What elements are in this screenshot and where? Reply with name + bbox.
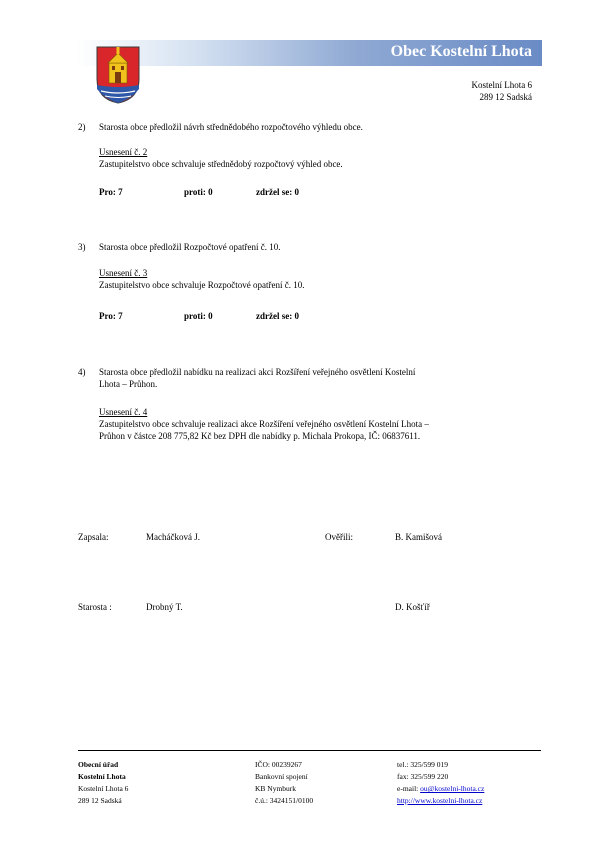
municipality-title: Obec Kostelní Lhota [390,43,532,60]
item-number: 3) [78,242,86,252]
vote-pro: Pro: 7 [99,311,123,321]
address-line-1: Kostelní Lhota 6 [471,80,532,90]
vote-proti: proti: 0 [184,187,213,197]
footer-email-label: e-mail: [397,784,421,793]
footer-email-row [397,784,484,793]
footer-ico: IČO: 00239267 [255,760,302,769]
overili-name: B. Kamišová [395,532,442,542]
vote-proti: proti: 0 [184,311,213,321]
overili-label: Ověřili: [325,532,353,542]
resolution-text: Zastupitelstvo obce schvaluje střednědobý rozpočtový výhled obce. [99,159,343,169]
item-number: 2) [78,122,86,132]
resolution-title: Usnesení č. 2 [99,147,148,157]
starosta-name: Drobný T. [146,602,183,612]
footer-office: Obecní úřad [78,760,119,769]
starosta-label: Starosta : [78,602,112,612]
zapsala-name: Macháčková J. [146,532,200,542]
item-text: Starosta obce předložil návrh střednědobého rozpočtového výhledu obce. [99,122,363,132]
vote-pro: Pro: 7 [99,187,123,197]
resolution-title: Usnesení č. 3 [99,268,148,278]
footer-account: č.ú.: 3424151/0100 [255,796,314,805]
footer-street: Kostelní Lhota 6 [78,784,129,793]
footer-bank-label: Bankovní spojení [255,772,308,781]
footer-tel: tel.: 325/599 019 [397,760,449,769]
vote-zdrzel: zdržel se: 0 [256,187,299,197]
resolution-title: Usnesení č. 4 [99,407,148,417]
address-line-2: 289 12 Sadská [479,92,532,102]
second-verifier-name: D. Košťíř [395,602,430,612]
item-text-line-1: Starosta obce předložil nabídku na realizaci akci Rozšíření veřejného osvětlení Kostelní [99,367,416,377]
footer-bank: KB Nymburk [255,784,297,793]
footer-divider [78,750,541,751]
footer-website-link[interactable]: http://www.kostelni-lhota.cz [397,796,483,805]
vote-zdrzel: zdržel se: 0 [256,311,299,321]
footer-office-name: Kostelní Lhota [78,772,126,781]
resolution-text-line-2: Průhon v částce 208 775,82 Kč bez DPH dle nabídky p. Michala Prokopa, IČ: 06837611. [99,431,421,441]
item-number: 4) [78,367,86,377]
footer-city: 289 12 Sadská [78,796,122,805]
resolution-text-line-1: Zastupitelstvo obce schvaluje realizaci akce Rozšíření veřejného osvětlení Kostelní Lhota – [99,419,429,429]
resolution-text: Zastupitelstvo obce schvaluje Rozpočtové opatření č. 10. [99,280,305,290]
footer-email-link[interactable]: ou@kostelni-lhota.cz [420,784,485,793]
coat-of-arms-icon [95,45,141,105]
item-text: Starosta obce předložil Rozpočtové opatření č. 10. [99,242,281,252]
header-banner [76,40,542,66]
footer-fax: fax: 325/599 220 [397,772,449,781]
item-text-line-2: Lhota – Průhon. [99,379,158,389]
zapsala-label: Zapsala: [78,532,109,542]
